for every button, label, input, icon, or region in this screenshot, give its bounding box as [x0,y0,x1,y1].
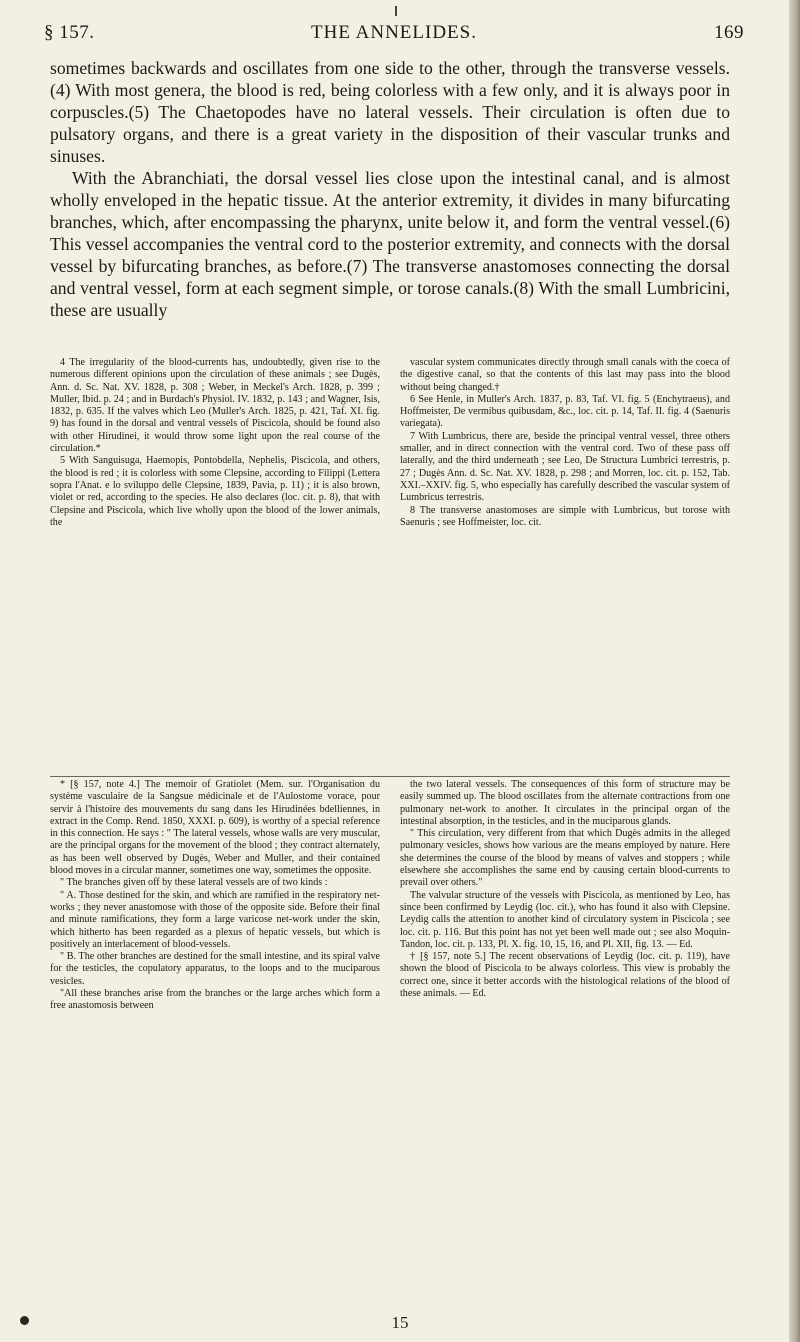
editor-notes-right-column [400,779,730,1309]
editor-note: * [§ 157, note 4.] The memoir of Gratiolet (Mem. sur. l'Organisation du système vasculaire de la Sangsue médicinale et de l'Aulostome vorace, pour servir à l'histoire des mouvements du sang dans les Hirudinées bdelliennes, in extract in the Comp. Rend. 1850, XXXI. p. 609), is worthy of a special reference in this connection. He says : " The lateral vessels, whose walls are very muscular, are the principal organs for the movement of the blood ; they contract alternately, as has been well observed by Dugès, Weber and Muller, and their contained blood moves in a circular manner, sometimes one way, sometimes the opposite. [50,779,380,877]
footnote: 4 The irregularity of the blood-currents has, undoubtedly, given rise to the numerous different opinions upon the circulation of these animals ; see Dugès, Ann. d. Sc. Nat. XV. 1828, p. 308 ; Weber, in Meckel's Arch. 1828, p. 399 ; Muller, Ibid. p. 24 ; and in Burdach's Physiol. IV. 1832, p. 143 ; and Wagner, Isis, 1832, p. 635. If the valves which Leo (Muller's Arch. 1825, p. 421, Taf. XI. fig. 9) has found in the dorsal and ventral vessels of Piscicola, should be found also with other Hirudinei, it would throw some light upon the real course of the circulation.* [50,357,380,455]
editor-note: " The branches given off by these lateral vessels are of two kinds : [60,877,328,889]
editor-note: The valvular structure of the vessels with Piscicola, as mentioned by Leo, has since been confirmed by Leydig (loc. cit.), who has found it also with Clepsine. Leydig calls the attention to another kind of circulatory system in Piscicola ; see loc. cit. p. 116. But this point has not yet been well made out ; see also Moquin-Tandon, loc. cit. p. 133, Pl. X. fig. 10, 15, 16, and Pl. XII, fig. 13. — Ed. [400,889,730,950]
editor-note: † [§ 157, note 5.] The recent observations of Leydig (loc. cit. p. 119), have shown the blood of Piscicola to be always colorless. This view is probably the correct one, since it better accords with the histological relations of the blood of these animals. — Ed. [400,951,730,1000]
editor-note: " This circulation, very different from that which Dugès admits in the alleged pulmonary vesicles, shows how various are the means employed by nature. Here she determines the course of the blood by means of valves and stoppers ; while elsewhere she accomplishes the same end by causing certain blood-currents to prevail over others." [400,828,730,889]
editor-notes-left-column [50,779,380,1309]
page-number: 169 [714,22,744,43]
main-paragraph: With the Abranchiati, the dorsal vessel lies close upon the intestinal canal, and is almost wholly enveloped in the hepatic tissue. At the anterior extremity, it divides in many bifurcating branches, which, after encompassing the pharynx, unite below it, and form the ventral vessel.(6) This vessel accompanies the ventral cord to the posterior extremity, and connects with the dorsal vessel by bifurcating branches, as before.(7) The transverse anastomoses connecting the dorsal and ventral vessel, form at each segment simple, or torose canals.(8) With the small Lumbricini, these are usually [50,168,730,320]
editor-note: the two lateral vessels. The consequences of this form of structure may be easily summed up. The blood oscillates from the alternate contractions from one pulmonary net-work to another. It circulates in the principal organ of the intestinal absorption, in the testicles, and in the muciparous glands. [400,779,730,827]
printer-mark [395,6,403,16]
page-header [44,22,744,48]
main-paragraph: sometimes backwards and oscillates from one side to the other, through the transverse vessels.(4) With most genera, the blood is red, being colorless with a few only, and it is always poor in corpuscles.(5) The Chaetopodes have no lateral vessels. Their circulation is often due to pulsatory organs, and there is a great variety in the disposition of their vascular trunks and sinuses. [50,58,730,166]
running-title: THE ANNELIDES. [311,22,477,43]
footnotes [50,357,730,775]
footnote: 8 The transverse anastomoses are simple with Lumbricus, but torose with Saenuris ; see Hoffmeister, loc. cit. [400,504,730,528]
footnote: 7 With Lumbricus, there are, beside the principal ventral vessel, three others smaller, and in direct connection with the ventral cord. Two of these pass off laterally, and the third underneath ; see Leo, De Structura Lumbrici terrestris, p. 27 ; Dugès Ann. d. Sc. Nat. XV. 1828, p. 298 ; and Morren, loc. cit. p. 152, Tab. XXI.–XXIV. fig. 5, who especially has carefully described the vascular system of Lumbricus terrestris. [400,430,730,504]
page-edge [789,0,800,1342]
footnote-divider [50,776,730,777]
footnote: 6 See Henle, in Muller's Arch. 1837, p. 83, Taf. VI. fig. 5 (Enchytraeus), and Hoffmeister, De vermibus quibusdam, &c., loc. cit. p. 14, Taf. II. fig. 4 (Saenuris variegata). [400,393,730,430]
footnotes-left-column [50,357,380,775]
footnote: vascular system communicates directly through small canals with the coeca of the digestive canal, so that the contents of this last may pass into the blood without being changed.† [400,357,730,393]
editor-note: " A. Those destined for the skin, and which are ramified in the respiratory net-works ; they never anastomose with those of the opposite side. Before their final and minute ramifications, they form a large varicose net-work under the skin, which hitherto has been regarded as a plexus of hepatic vessels, but which is positively an interlacement of blood-vessels. [50,889,380,950]
footnote: 5 With Sanguisuga, Haemopis, Pontobdella, Nephelis, Piscicola, and others, the blood is red ; it is colorless with some Clepsine, according to Filippi (Lettera sopra l'Anat. e lo sviluppo delle Clepsine, 1839, Pavia, p. 11) ; it is also brown, violet or red, according to the species. He also declares (loc. cit. p. 8), that with Clepsine and Piscicola, which live wholly upon the blood of the lower animals, the [50,455,380,528]
editor-note: " B. The other branches are destined for the small intestine, and its spiral valve for the testicles, the copulatory apparatus, to the loops and to the muciparous vesicles. [50,951,380,987]
editor-notes [50,779,730,1309]
main-text [50,57,730,321]
section-number: § 157. [44,22,95,43]
signature-mark: 15 [391,1313,409,1332]
footnotes-right-column [400,357,730,775]
editor-note: "All these branches arise from the branches or the large arches which form a free anastomosis between [50,988,380,1012]
